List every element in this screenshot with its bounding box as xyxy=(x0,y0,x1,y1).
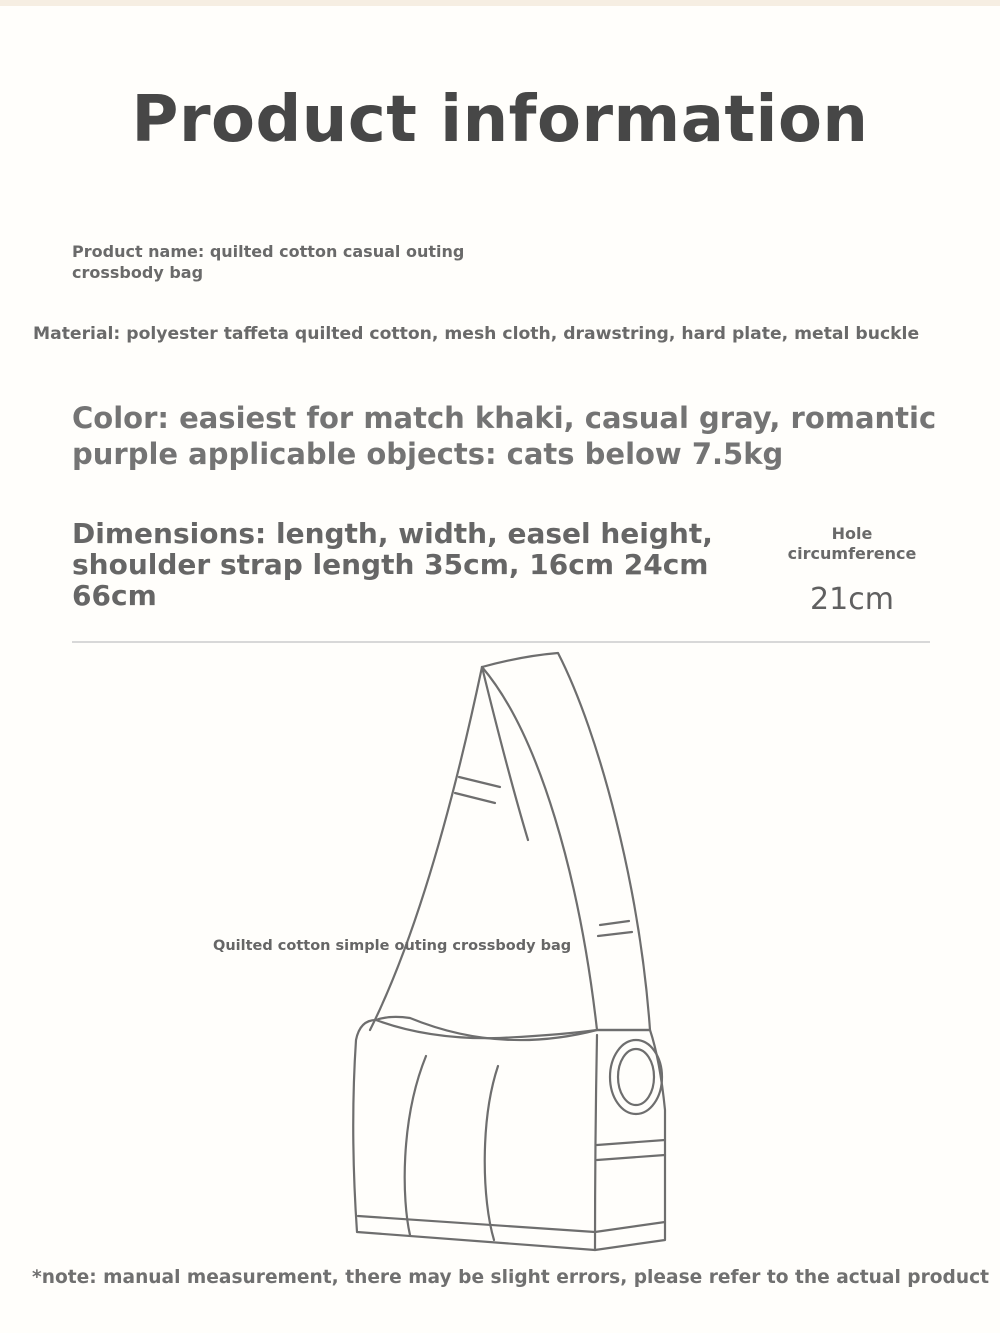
strap-inner-line xyxy=(482,667,528,840)
strap-stitch-4 xyxy=(598,932,632,936)
strap-stitch-1 xyxy=(459,777,500,787)
front-seam-3 xyxy=(595,1035,597,1250)
front-seam-2 xyxy=(485,1066,498,1240)
illustration-caption: Quilted cotton simple outing crossbody bag xyxy=(213,938,572,954)
top-strip xyxy=(0,0,1000,6)
strap-outline xyxy=(482,653,650,1030)
strap-left-band xyxy=(370,667,482,1030)
footnote: *note: manual measurement, there may be slight errors, please refer to the actual product xyxy=(32,1267,990,1288)
page-title: Product information xyxy=(131,83,869,157)
strap-stitch-2 xyxy=(455,793,495,803)
bottom-seam xyxy=(358,1216,665,1232)
bag-top-rim xyxy=(376,1020,597,1038)
strap-stitch-3 xyxy=(600,921,629,925)
color-text: Color: easiest for match khaki, casual gray, romantic purple applicable objects: cats below 7.5kg xyxy=(72,401,937,471)
hole-circumference-label: Hole circumference xyxy=(787,524,917,563)
product-name-text: Product name: quilted cotton casual outing crossbody bag xyxy=(72,242,465,282)
material-text: Material: polyester taffeta quilted cotton, mesh cloth, drawstring, hard plate, metal buckle xyxy=(33,324,920,344)
dimensions-text: Dimensions: length, width, easel height, shoulder strap length 35cm, 16cm 24cm 66cm xyxy=(72,517,713,612)
hole-circumference-value: 21cm xyxy=(810,582,894,617)
side-seam-1 xyxy=(597,1140,665,1145)
side-seam-2 xyxy=(597,1155,665,1160)
front-seam-1 xyxy=(405,1056,426,1235)
mesh-window xyxy=(618,1049,654,1105)
